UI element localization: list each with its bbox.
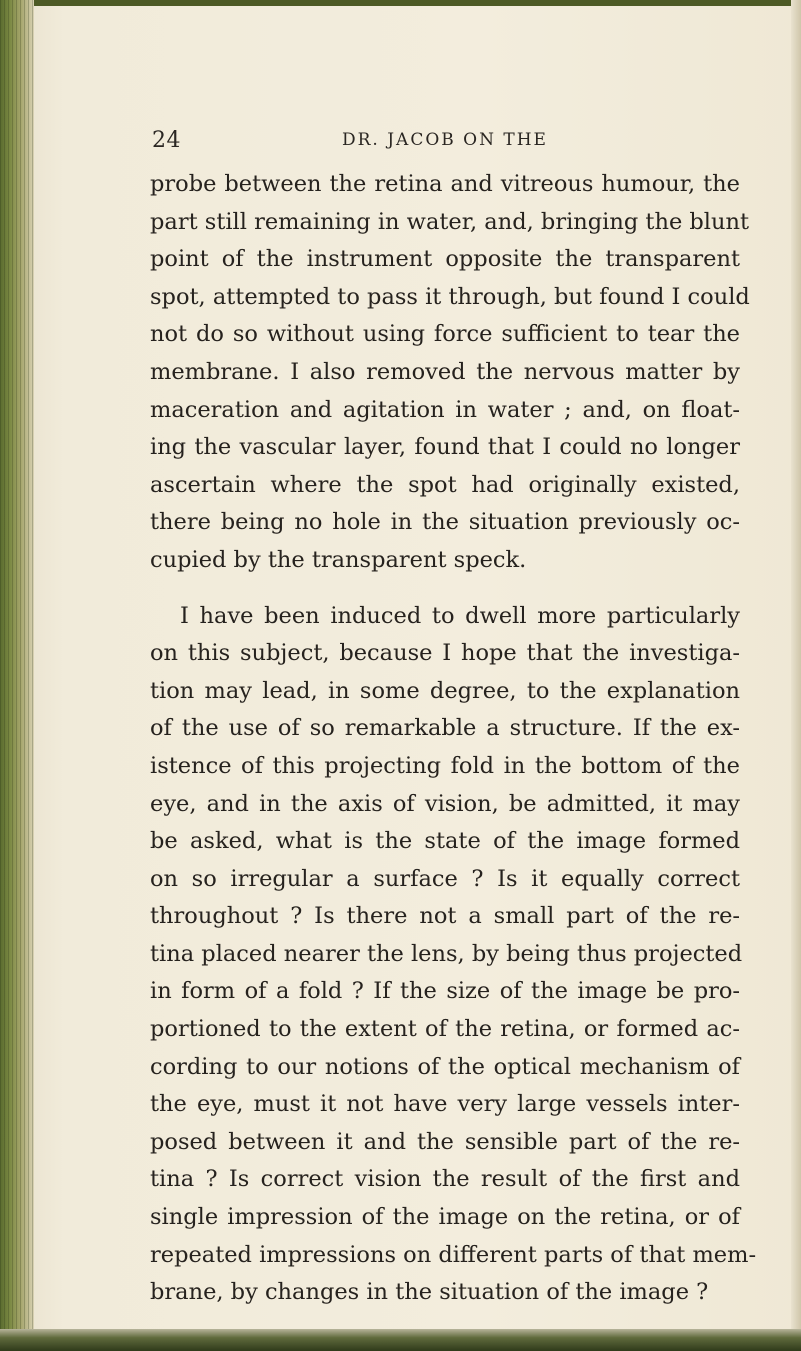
text-line: istence of this projecting fold in the bottom of the [150, 752, 740, 779]
text-line: spot, attempted to pass it through, but found I could [150, 283, 750, 310]
text-line: there being no hole in the situation previously oc- [150, 509, 740, 536]
text-line: ing the vascular layer, found that I could no longer [150, 434, 740, 461]
page-bottom-edge [0, 1329, 801, 1351]
text-line: maceration and agitation in water ; and, on float- [150, 396, 740, 423]
page-header [152, 128, 712, 158]
spine-texture [0, 0, 34, 1351]
paragraph-gap [150, 580, 740, 598]
text-line: I have been induced to dwell more particularly [180, 602, 740, 629]
text-line: eye, and in the axis of vision, be admitted, it may [150, 790, 740, 817]
text-line: in form of a fold ? If the size of the image be pro- [150, 978, 740, 1005]
text-line: ascertain where the spot had originally existed, [150, 471, 740, 498]
text-line: tina ? Is correct vision the result of the first and [150, 1166, 740, 1193]
text-line: tina placed nearer the lens, by being thus projected [150, 940, 743, 967]
text-line: point of the instrument opposite the transparent [150, 246, 740, 273]
page-right-edge [791, 0, 801, 1351]
text-line: on so irregular a surface ? Is it equally correct [150, 865, 740, 892]
text-line: probe between the retina and vitreous humour, the [150, 171, 740, 197]
text-line: repeated impressions on different parts of that mem- [150, 1241, 757, 1268]
text-line: brane, by changes in the situation of the image ? [150, 1279, 709, 1306]
text-line: not do so without using force sufficient to tear the [150, 321, 740, 348]
running-head: DR. JACOB ON THE [342, 130, 548, 150]
page-top-edge [0, 0, 801, 6]
text-line: single impression of the image on the retina, or of [150, 1204, 740, 1231]
text-line: cupied by the transparent speck. [150, 546, 527, 573]
text-line: the eye, must it not have very large vessels inter- [150, 1091, 740, 1118]
text-line: throughout ? Is there not a small part of the re- [150, 903, 740, 930]
page-number: 24 [152, 128, 181, 153]
text-line: portioned to the extent of the retina, or formed ac- [150, 1016, 740, 1043]
text-line: cording to our notions of the optical mechanism of [150, 1053, 740, 1080]
text-line: tion may lead, in some degree, to the explanation [150, 677, 740, 704]
text-line: of the use of so remarkable a structure. If the ex- [150, 715, 740, 742]
text-line: membrane. I also removed the nervous matter by [150, 358, 740, 385]
text-line: on this subject, because I hope that the investiga- [150, 640, 740, 667]
text-line: part still remaining in water, and, bringing the blunt [150, 208, 750, 235]
text-line: posed between it and the sensible part of the re- [150, 1128, 740, 1155]
text-line: be asked, what is the state of the image formed [150, 828, 740, 855]
body-text [150, 166, 757, 1312]
